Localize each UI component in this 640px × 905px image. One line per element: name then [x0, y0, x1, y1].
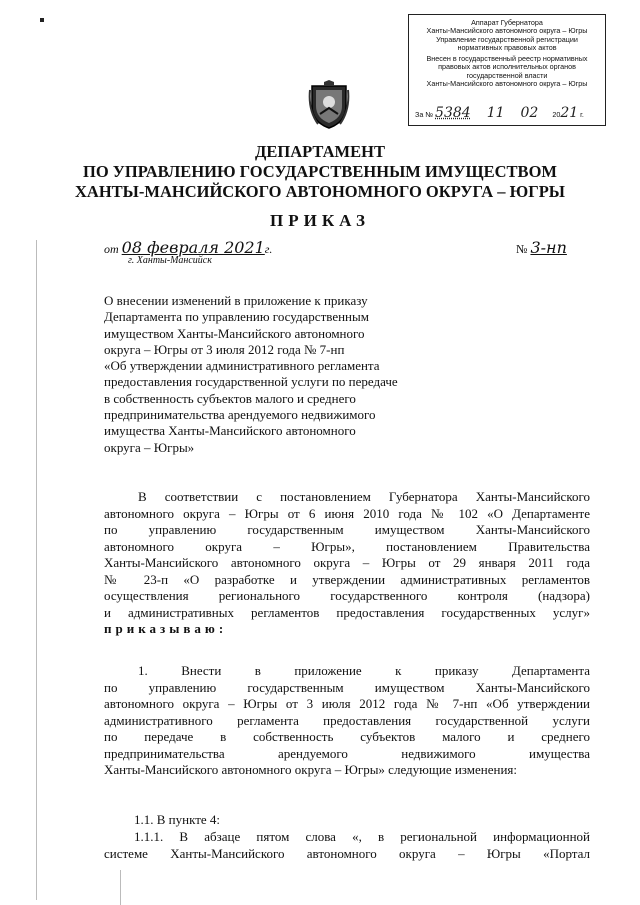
order-number: № 3-нп [516, 238, 567, 257]
document-type-title: ПРИКАЗ [270, 211, 370, 230]
stamp-registration-line: За № 5384 11 02 2021 г. [415, 104, 584, 121]
order-verb: приказываю: [104, 621, 228, 636]
stamp-registry-text: Внесен в государственный реестр нормативных правовых актов исполнительных органов государственной власти Ханты-Мансийского автономного округа – Югры [426, 54, 588, 89]
registration-stamp [408, 14, 606, 126]
order-date: от 08 февраля 2021г. [104, 238, 273, 257]
scan-margin-line [36, 240, 37, 900]
item-1: 1. Внести в приложение к приказу Департамента по управлению государственным имуществом Ханты-Мансийского автономного округа – Югры от 3 июля 2012 года № 7-нп «Об утверждении административного регламента предоставления государственной услуги по передаче в собственность субъектов малого и среднего предпринимательства арендуемого недвижимого имущества Ханты-Мансийского автономного округа – Югры» следующие изменения: [104, 663, 590, 777]
stamp-reg-number: 5384 [435, 104, 471, 121]
coat-of-arms-icon [308, 80, 350, 130]
order-subject: О внесении изменений в приложение к приказу Департамента по управлению государственным имуществом Ханты-Мансийского автономного округа – Югры от 3 июля 2012 года № 7-нп «Об утверждении административного регламента предоставления государственной услуги по передаче в собственность субъектов малого и среднего предпринимательства арендуемого недвижимого имущества Ханты-Мансийского автономного округа – Югры» [104, 293, 398, 455]
order-city: г. Ханты-Мансийск [128, 255, 212, 266]
handwritten-date: 08 февраля 2021 [121, 238, 265, 257]
preamble-paragraph: В соответствии с постановлением Губернатора Ханты-Мансийского автономного округа – Югры от 6 июня 2010 года № 102 «О Департаменте по управлению государственным имуществом Ханты-Мансийского автономного округа – Югры», постановлением Правительства Ханты-Мансийского автономного округа – Югры от 29 января 2011 года № 23-п «О разработке и утверждении административных регламентов осуществления регионального государственного контроля (надзора) и административных регламентов предоставления государственных услуг» приказываю: [104, 489, 590, 636]
item-1-1-1: 1.1.1. В абзаце пятом слова «, в региональной информационной системе Ханты-Мансийского автономного округа – Югры «Портал [104, 829, 590, 861]
scan-margin-line [120, 870, 121, 905]
scan-mark [40, 18, 44, 22]
stamp-header: Аппарат Губернатора Ханты-Мансийского автономного округа – Югры Управление государственной регистрации нормативных правовых актов [426, 18, 588, 52]
handwritten-number: 3-нп [530, 238, 567, 257]
item-1-1: 1.1. В пункте 4: [134, 812, 221, 827]
department-name: ДЕПАРТАМЕНТ ПО УПРАВЛЕНИЮ ГОСУДАРСТВЕННЫМ ИМУЩЕСТВОМ ХАНТЫ-МАНСИЙСКОГО АВТОНОМНОГО ОКРУГА – ЮГРЫ [75, 142, 565, 201]
